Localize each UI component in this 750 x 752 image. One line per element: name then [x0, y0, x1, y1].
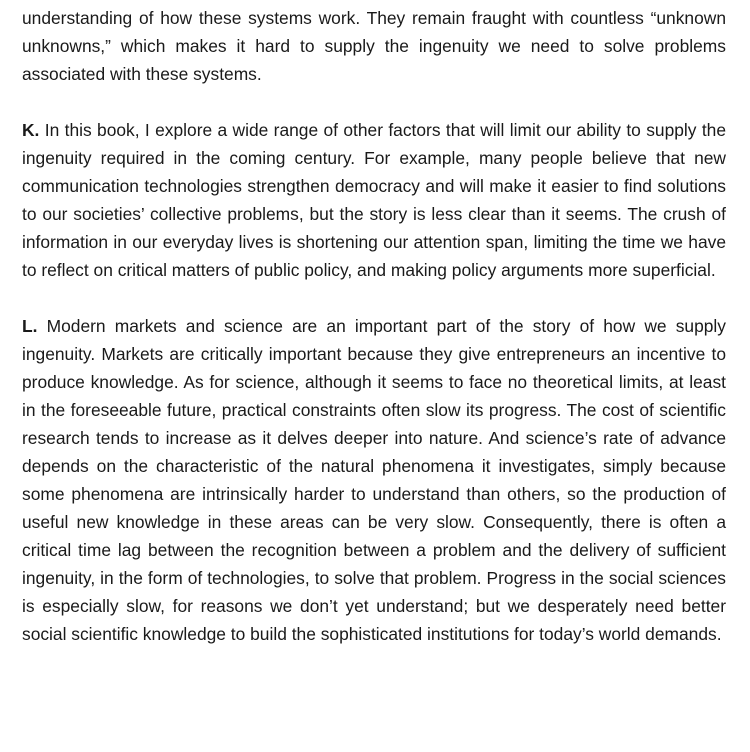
- paragraph-text: In this book, I explore a wide range of other factors that will limit our ability to supply the ingenuity required in the coming century. For example, many people believe that new communication technologies strengthen democracy and will make it easier to find solutions to our societies’ collective problems, but the story is less clear than it seems. The crush of information in our everyday lives is shortening our attention span, limiting the time we have to reflect on critical matters of public policy, and making policy arguments more superficial.: [22, 120, 726, 280]
- paragraph-text: Modern markets and science are an important part of the story of how we supply ingenuity. Markets are critically important because they give entrepreneurs an incentive to produce knowledge. As for science, although it seems to face no theoretical limits, at least in the foreseeable future, practical constraints often slow its progress. The cost of scientific research tends to increase as it delves deeper into nature. And science’s rate of advance depends on the characteristic of the natural phenomena it investigates, simply because some phenomena are intrinsically harder to understand than others, so the production of useful new knowledge in these areas can be very slow. Consequently, there is often a critical time lag between the recognition between a problem and the delivery of sufficient ingenuity, in the form of technologies, to solve that problem. Progress in the social sciences is especially slow, for reasons we don’t yet understand; but we desperately need better social scientific knowledge to build the sophisticated institutions for today’s world demands.: [22, 316, 726, 644]
- paragraph-text: understanding of how these systems work. They remain fraught with countless “unknown unknowns,” which makes it hard to supply the ingenuity we need to solve problems associated with these systems.: [22, 8, 726, 84]
- paragraph-continued: [22, 4, 726, 88]
- paragraph-label: K.: [22, 120, 40, 140]
- paragraph-l: [22, 312, 726, 648]
- paragraph-label: L.: [22, 316, 38, 336]
- paragraph-k: [22, 116, 726, 284]
